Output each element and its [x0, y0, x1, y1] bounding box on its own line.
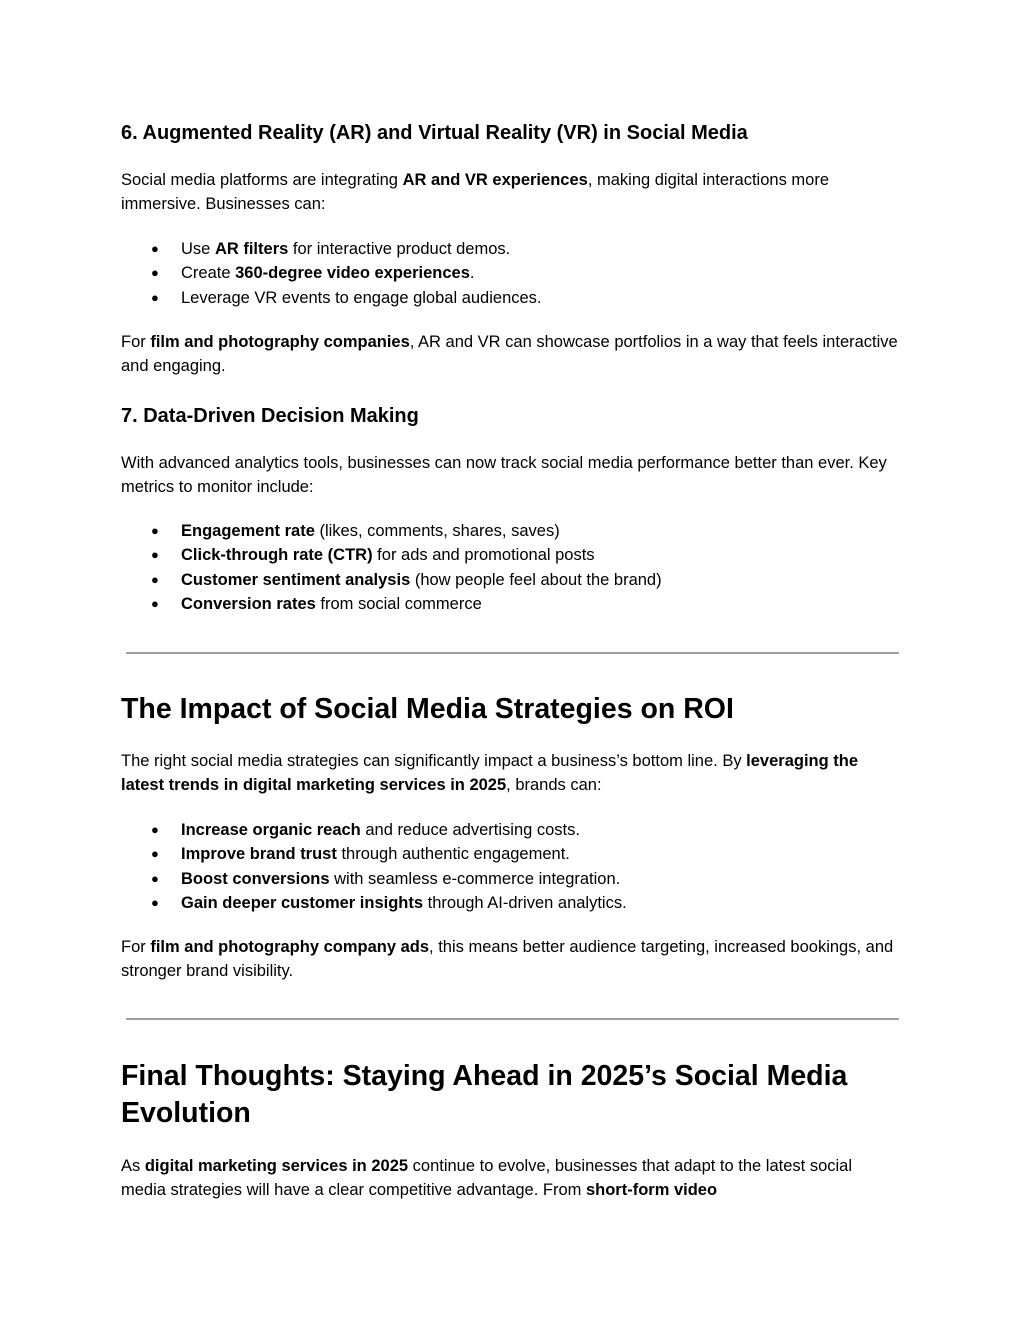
list-item: ● Conversion rates from social commerce: [121, 592, 662, 616]
list-item: ● Gain deeper customer insights through AI-driven analytics.: [121, 891, 627, 915]
bullet-icon: ●: [151, 547, 159, 563]
bullet-icon: ●: [151, 846, 159, 862]
bullet-icon: ●: [151, 571, 159, 587]
section-6-bullet-list: [121, 237, 542, 310]
list-item: ● Improve brand trust through authentic engagement.: [121, 842, 627, 866]
list-item: ● Engagement rate (likes, comments, shares, saves): [121, 519, 662, 543]
roi-heading: The Impact of Social Media Strategies on ROI: [121, 693, 734, 725]
bullet-icon: ●: [151, 822, 159, 837]
final-intro: As digital marketing services in 2025 continue to evolve, businesses that adapt to the latest social media strategies will have a clear competitive advantage. From short-form video: [121, 1157, 853, 1200]
list-item: ● Increase organic reach and reduce advertising costs.: [121, 818, 627, 842]
list-item: ● Click-through rate (CTR) for ads and promotional posts: [121, 543, 662, 567]
bullet-icon: ●: [151, 241, 159, 256]
list-item: ● Create 360-degree video experiences.: [121, 261, 542, 285]
section-divider: [126, 652, 899, 654]
roi-intro: The right social media strategies can significantly impact a business’s bottom line. By leveraging the latest trends in digital marketing services in 2025, brands can:: [121, 752, 859, 795]
final-heading: Final Thoughts: Staying Ahead in 2025’s Social Media Evolution: [121, 1060, 848, 1129]
roi-bullet-list: [121, 818, 627, 915]
list-item: ● Leverage VR events to engage global audiences.: [121, 286, 542, 310]
section-6-heading: 6. Augmented Reality (AR) and Virtual Reality (VR) in Social Media: [121, 122, 748, 144]
list-item: ● Customer sentiment analysis (how people feel about the brand): [121, 568, 662, 592]
list-item: ● Boost conversions with seamless e-commerce integration.: [121, 867, 627, 891]
section-6-intro: Social media platforms are integrating AR and VR experiences, making digital interactions more immersive. Businesses can:: [121, 171, 830, 214]
bullet-icon: ●: [151, 265, 159, 281]
roi-closing: For film and photography company ads, this means better audience targeting, increased bookings, and stronger brand visibility.: [121, 938, 894, 981]
bullet-icon: ●: [151, 595, 159, 611]
section-7-bullet-list: [121, 519, 662, 616]
list-item: ● Use AR filters for interactive product demos.: [121, 237, 542, 261]
bullet-icon: ●: [151, 523, 159, 538]
bullet-icon: ●: [151, 289, 159, 305]
section-6-closing: For film and photography companies, AR and VR can showcase portfolios in a way that feels interactive and engaging.: [121, 333, 898, 376]
section-7-intro: With advanced analytics tools, businesses can now track social media performance better than ever. Key metrics to monitor include:: [121, 454, 887, 497]
section-divider: [126, 1018, 899, 1020]
section-7-heading: 7. Data-Driven Decision Making: [121, 405, 419, 427]
bullet-icon: ●: [151, 870, 159, 886]
bullet-icon: ●: [151, 894, 159, 910]
